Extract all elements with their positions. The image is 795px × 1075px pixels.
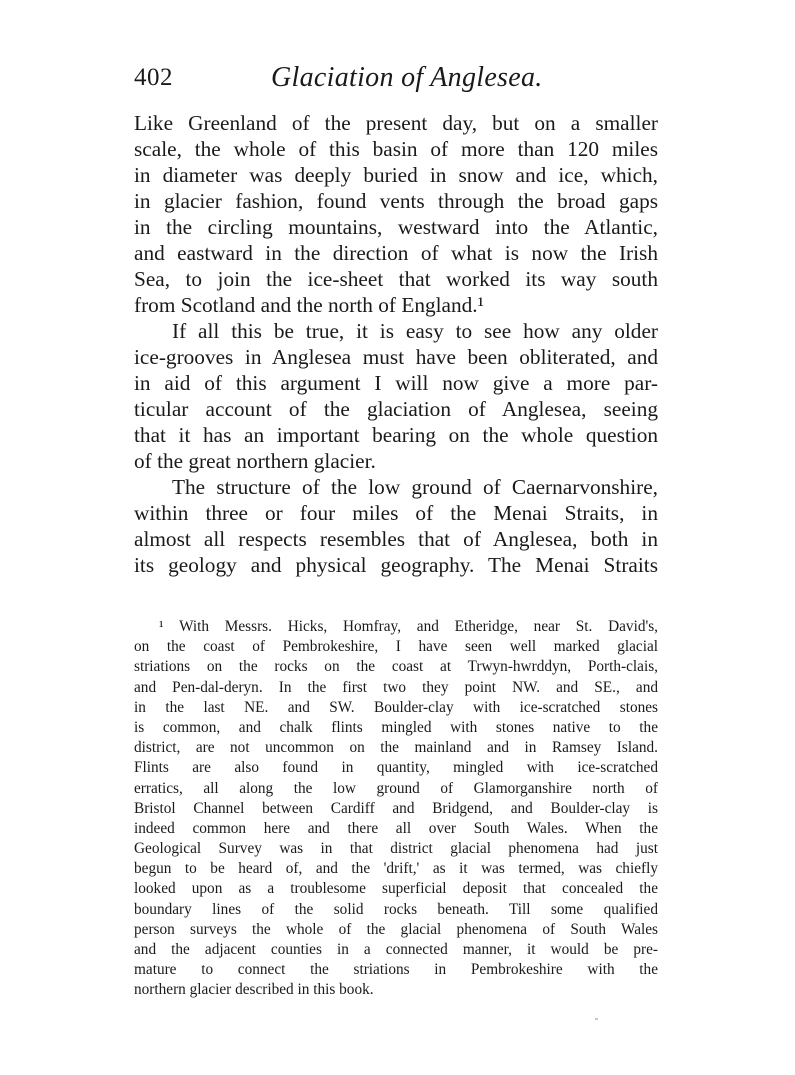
text-line: scale, the whole of this basin of more than 120 miles (134, 137, 658, 161)
footnote-line: erratics, all along the low ground of Glamorganshire north of (134, 779, 658, 797)
footnote-line: and Pen-dal-deryn. In the first two they point NW. and SE., and (134, 678, 658, 696)
text-line: If all this be true, it is easy to see how any older (172, 319, 658, 343)
text-line: almost all respects resembles that of Anglesea, both in (134, 527, 658, 551)
footnote-line: boundary lines of the solid rocks beneath. Till some qualified (134, 900, 658, 918)
footnote-line: Geological Survey was in that district glacial phenomena had just (134, 840, 658, 858)
footnote-line: indeed common here and there all over South Wales. When the (134, 819, 658, 837)
text-line: of the great northern glacier. (134, 449, 376, 473)
footnote-line: Flints are also found in quantity, mingled with ice-scratched (134, 759, 658, 777)
text-line: ticular account of the glaciation of Anglesea, seeing (134, 397, 658, 421)
footnote-line: looked upon as a troublesome superficial deposit that concealed the (134, 880, 658, 898)
text-line: ice-grooves in Anglesea must have been obliterated, and (134, 345, 658, 369)
footnote-line: person surveys the whole of the glacial phenomena of South Wales (134, 920, 658, 938)
footnote-line: and the adjacent counties in a connected manner, it would be pre- (134, 941, 658, 958)
footnote-line: striations on the rocks on the coast at Trwyn-hwrddyn, Porth-clais, (134, 658, 658, 676)
text-line: in glacier fashion, found vents through the broad gaps (134, 189, 658, 213)
text-line: The structure of the low ground of Caernarvonshire, (172, 475, 658, 499)
text-line: in diameter was deeply buried in snow and ice, which, (134, 163, 658, 187)
text-line: Sea, to join the ice-sheet that worked its way south (134, 267, 658, 291)
footnote-line: mature to connect the striations in Pembrokeshire with the (134, 961, 658, 979)
footnote-line: northern glacier described in this book. (134, 981, 374, 999)
footnote-line: begun to be heard of, and the 'drift,' as it was termed, was chiefly (134, 860, 658, 878)
page-number: 402 (134, 64, 173, 91)
page-header (134, 62, 664, 102)
footnote-line: ¹ With Messrs. Hicks, Homfray, and Etheridge, near St. David's, (159, 618, 658, 635)
footnote (134, 617, 658, 1001)
footnote-line: in the last NE. and SW. Boulder-clay with ice-scratched stones (134, 698, 658, 716)
footnote-line: on the coast of Pembrokeshire, I have seen well marked glacial (134, 638, 658, 656)
footnote-line: Bristol Channel between Cardiff and Bridgend, and Boulder-clay is (134, 799, 658, 817)
text-line: in the circling mountains, westward into the Atlantic, (134, 215, 658, 239)
text-line: within three or four miles of the Menai Straits, in (134, 501, 658, 525)
footnote-line: is common, and chalk flints mingled with stones native to the (134, 718, 658, 736)
text-line: Like Greenland of the present day, but on a smaller (134, 111, 658, 135)
paper-speck (595, 1018, 598, 1020)
running-title: Glaciation of Anglesea. (271, 62, 543, 93)
text-line: from Scotland and the north of England.¹ (134, 293, 485, 317)
text-line: that it has an important bearing on the whole question (134, 423, 658, 447)
main-text (134, 110, 658, 578)
text-line: and eastward in the direction of what is now the Irish (134, 241, 658, 265)
footnote-line: district, are not uncommon on the mainland and in Ramsey Island. (134, 739, 658, 757)
text-line: its geology and physical geography. The Menai Straits (134, 553, 658, 577)
text-line: in aid of this argument I will now give a more par- (134, 371, 658, 395)
